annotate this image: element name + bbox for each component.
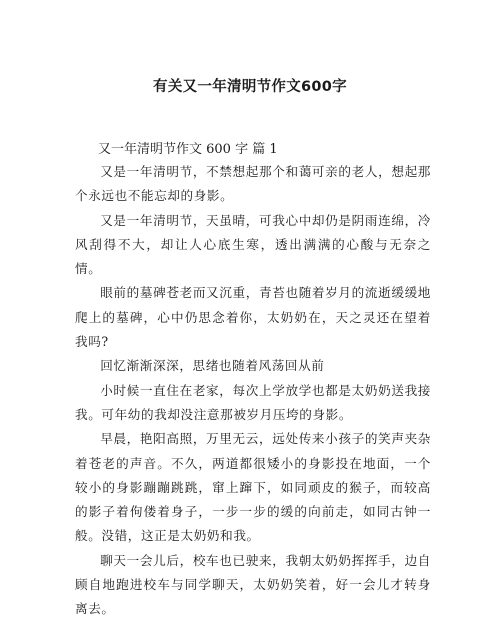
paragraph-5: 小时候一直住在老家，每次上学放学也都是太奶奶送我接我。可年幼的我却没注意那被岁月压垮的身影。 <box>75 382 431 422</box>
paragraph-6: 早晨，艳阳高照，万里无云，远处传来小孩子的笑声夹杂着苍老的声音。不久，两道都很矮小的身影投在地面，一个较小的身影蹦蹦跳跳，窜上蹿下，如同顽皮的猴子，而较高的影子着佝偻着身子，一步一步的缓的向前走，如同古钟一般。没错，这正是太奶奶和我。 <box>75 431 431 544</box>
section-heading: 又一年清明节作文 600 字 篇 1 <box>98 142 278 157</box>
paragraph-4: 回忆渐渐深深，思绪也随着风荡回从前 <box>100 358 325 374</box>
paragraph-3: 眼前的墓碑苍老而又沉重，青苔也随着岁月的流逝缓缓地爬上的墓碑，心中仍思念着你，太奶奶在，天之灵还在望着我吗? <box>75 285 431 350</box>
paragraph-7: 聊天一会儿后，校车也已驶来，我朝太奶奶挥挥手，边自顾自地跑进校车与同学聊天，太奶奶笑着，好一会儿才转身离去。 <box>75 552 431 617</box>
paragraph-1: 又是一年清明节，不禁想起那个和蔼可亲的老人，想起那个永远也不能忘却的身影。 <box>75 164 431 204</box>
document-title: 有关又一年清明节作文600字 <box>153 79 347 95</box>
essay-body <box>75 160 431 622</box>
paragraph-2: 又是一年清明节，天虽晴，可我心中却仍是阴雨连绵，冷风刮得不大，却让人心底生寒，透出满满的心酸与无奈之情。 <box>75 212 431 277</box>
